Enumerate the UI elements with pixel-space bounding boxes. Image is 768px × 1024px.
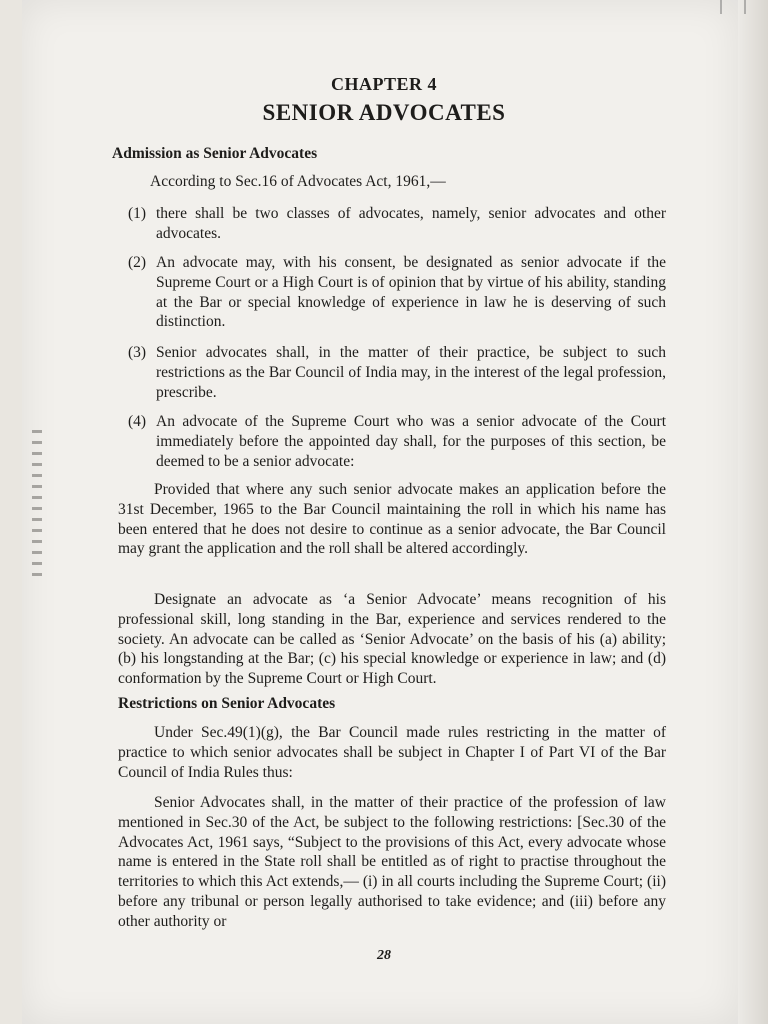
list-item-text: An advocate of the Supreme Court who was a senior advocate of the Court immediately before the appointed day shall, for the purposes of this section, be deemed to be a senior advocate: [156, 413, 666, 470]
chapter-label: CHAPTER 4 [330, 74, 437, 94]
page-number: 28 [377, 948, 391, 963]
list-item-number: (2) [128, 254, 147, 271]
list-item-text: Senior advocates shall, in the matter of their practice, be subject to such restrictions as the Bar Council of India may, in the interest of the legal profession, prescribe. [156, 344, 666, 401]
restrictions-paragraph: Under Sec.49(1)(g), the Bar Council made rules restricting in the matter of practice to which senior advocates shall be subject in Chapter I of Part VI of the Bar Council of India Rules thus: [118, 724, 666, 781]
designate-paragraph: Designate an advocate as ‘a Senior Advocate’ means recognition of his professional skill, long standing in the Bar, experience and services rendered to the society. An advocate can be called as ‘Senior Advocate’ on the basis of his (a) ability; (b) his longstanding at the Bar; (c) his special knowledge or experience in law; and (d) conformation by the Supreme Court or High Court. [118, 591, 666, 688]
binding-marks [32, 430, 42, 580]
section-heading-admission: Admission as Senior Advocates [112, 145, 318, 162]
chapter-title: SENIOR ADVOCATES [262, 100, 506, 125]
proviso-paragraph: Provided that where any such senior advocate makes an application before the 31st December, 1965 to the Bar Council maintaining the roll in which his name has been entered that he does not desire to continue as a senior advocate, the Bar Council may grant the application and the roll shall be altered accordingly. [118, 481, 666, 558]
list-item-text: An advocate may, with his consent, be designated as senior advocate if the Supreme Court or a High Court is of opinion that by virtue of his ability, standing at the Bar or special knowledge of experience in law he is deserving of such distinction. [156, 254, 666, 331]
list-item-number: (1) [128, 205, 147, 222]
list-item-number: (3) [128, 344, 147, 361]
list-item-number: (4) [128, 413, 147, 430]
section-heading-restrictions: Restrictions on Senior Advocates [118, 695, 336, 712]
section-intro: According to Sec.16 of Advocates Act, 1961,— [150, 173, 446, 190]
list-item-text: there shall be two classes of advocates, namely, senior advocates and other advocates. [156, 205, 666, 242]
page-edge-shadow [738, 0, 768, 1024]
corner-mark [720, 0, 746, 14]
sec30-paragraph: Senior Advocates shall, in the matter of their practice of the profession of law mentioned in Sec.30 of the Act, be subject to the following restrictions: [Sec.30 of the Advocates Act, 1961 says, “Subject to the provisions of this Act, every advocate whose name is entered in the State roll shall be entitled as of right to practise throughout the territories to which this Act extends,— (i) in all courts including the Supreme Court; (ii) before any tribunal or person legally authorised to take evidence; and (iii) before any other authority or [118, 794, 666, 930]
